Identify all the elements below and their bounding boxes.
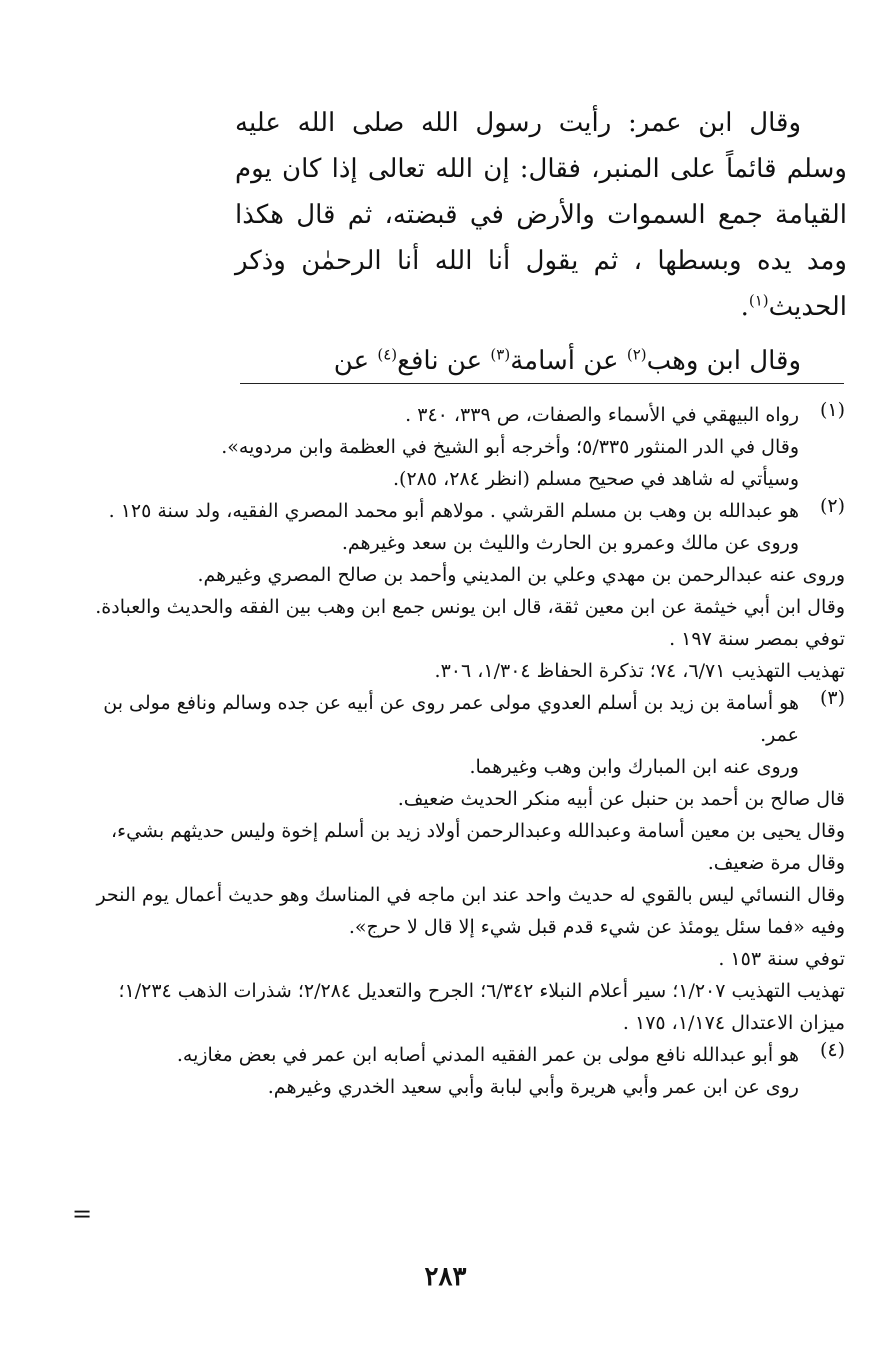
main-text [235, 100, 847, 384]
footnotes [95, 399, 845, 1103]
footnote-ref-1: (١) [748, 291, 769, 310]
footnote-line: قال صالح بن أحمد بن حنبل عن أبيه منكر الحديث ضعيف. [397, 788, 845, 810]
footnote-line: هو أبو عبدالله نافع مولى بن عمر الفقيه المدني أصابه ابن عمر في بعض مغازيه. [176, 1044, 799, 1066]
footnote-line: توفي سنة ١٥٣ . [718, 948, 845, 970]
footnote-line: تهذيب التهذيب ٦/٧١، ٧٤؛ تذكرة الحفاظ ١/٣٠٤، ٣٠٦. [434, 660, 845, 682]
continuation-marker: = [72, 1200, 93, 1228]
footnote-line: وروى عنه عبدالرحمن بن مهدي وعلي بن المديني وأحمد بن صالح المصري وغيرهم. [197, 564, 845, 586]
footnote-line: وقال ابن أبي خيثمة عن ابن معين ثقة، قال ابن يونس جمع ابن وهب بين الفقه والحديث والعبادة. توفي بمصر سنة ١٩٧ . [95, 596, 845, 650]
footnote-number: (٤) [819, 1039, 845, 1061]
footnote-ref-4: (٤) [377, 345, 398, 364]
footnote-line: رواه البيهقي في الأسماء والصفات، ص ٣٣٩، ٣٤٠ . [405, 404, 799, 426]
footnote-number: (٣) [819, 687, 845, 709]
footnote-1 [95, 399, 845, 495]
footnote-line: روى عن ابن عمر وأبي هريرة وأبي لبابة وأبي سعيد الخدري وغيرهم. [267, 1076, 799, 1098]
footnote-number: (١) [819, 399, 845, 421]
footnote-number: (٢) [819, 495, 845, 517]
footnote-3 [95, 687, 845, 1039]
main-text-segment: وقال ابن عمر: رأيت رسول الله صلى الله عليه وسلم قائماً على المنبر، فقال: إن الله تعالى إذا كان يوم القيامة جمع السموات والأرض في قبضته، ثم قال هكذا ومد يده وبسطها ، ثم يقول أنا الله أنا الرحمٰن وذكر الحديث [235, 108, 847, 322]
footnote-line: وسيأتي له شاهد في صحيح مسلم (انظر ٢٨٤، ٢٨٥). [393, 468, 799, 490]
footnote-line: وقال يحيى بن معين أسامة وعبدالله وعبدالرحمن أولاد زيد بن أسلم إخوة وليس حديثهم بشيء، وقال مرة ضعيف. [111, 820, 845, 874]
footnote-line: هو أسامة بن زيد بن أسلم العدوي مولى عمر روى عن أبيه عن جده وسالم ونافع مولى بن عمر. [103, 692, 799, 746]
page-number: ٢٨٣ [424, 1262, 467, 1292]
footnote-line: وقال النسائي ليس بالقوي له حديث واحد عند ابن ماجه في المناسك وهو حديث أعمال يوم النحر وفيه «فما سئل يومئذ عن شيء قدم قبل شيء إلا قال لا حرج». [96, 884, 845, 938]
main-text-segment: عن نافع [397, 346, 483, 376]
footnote-line: وقال في الدر المنثور ٥/٣٣٥؛ وأخرجه أبو الشيخ في العظمة وابن مردويه». [221, 436, 799, 458]
footnote-4 [95, 1039, 845, 1103]
footnote-ref-3: (٣) [490, 345, 511, 364]
main-text-segment: عن [333, 346, 370, 376]
footnote-2 [95, 495, 845, 687]
main-paragraph-2 [235, 338, 847, 384]
main-text-segment: وقال ابن وهب [646, 346, 801, 376]
footnote-ref-2: (٢) [626, 345, 647, 364]
main-paragraph-1: وقال ابن عمر: رأيت رسول الله صلى الله عليه وسلم قائماً على المنبر، فقال: إن الله تعالى إذا كان يوم القيامة جمع السموات والأرض في قبضته، ثم قال هكذا ومد يده وبسطها ، ثم يقول أنا الله أنا الرحمٰن وذكر الحديث$^{(١)}$. [235, 108, 847, 322]
footnote-line: وروى عنه ابن المبارك وابن وهب وغيرهما. [469, 756, 799, 778]
footnote-line: هو عبدالله بن وهب بن مسلم القرشي . مولاهم أبو محمد المصري الفقيه، ولد سنة ١٢٥ . [108, 500, 799, 522]
footnote-line: وروى عن مالك وعمرو بن الحارث والليث بن سعد وغيرهم. [341, 532, 799, 554]
footnote-line: تهذيب التهذيب ١/٢٠٧؛ سير أعلام النبلاء ٦/٣٤٢؛ الجرح والتعديل ٢/٢٨٤؛ شذرات الذهب ١/٢٣٤؛ ميزان الاعتدال ١/١٧٤، ١٧٥ . [118, 980, 845, 1034]
footnote-separator [240, 383, 844, 384]
main-text-segment: عن أسامة [510, 346, 619, 376]
